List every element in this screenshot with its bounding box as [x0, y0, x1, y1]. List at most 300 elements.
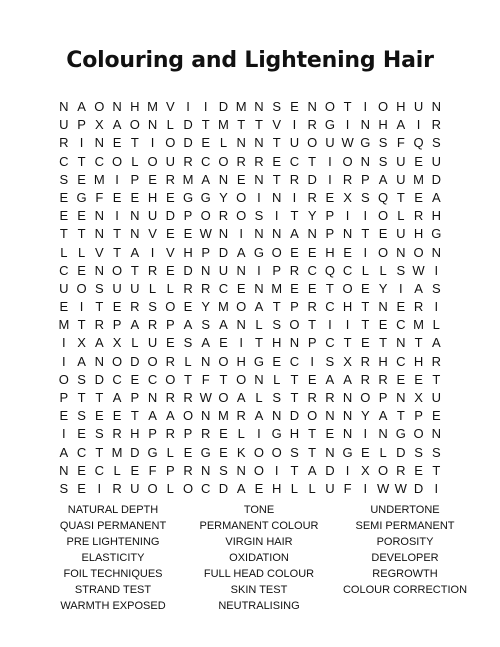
grid-letter[interactable]: G — [342, 444, 353, 460]
grid-letter[interactable]: S — [290, 444, 299, 460]
grid-letter[interactable]: E — [59, 189, 69, 205]
grid-letter[interactable]: R — [165, 390, 175, 405]
grid-letter[interactable]: P — [112, 317, 122, 333]
grid-letter[interactable]: M — [111, 444, 123, 460]
grid-letter[interactable]: H — [130, 426, 140, 442]
grid-letter[interactable]: D — [413, 480, 424, 496]
grid-letter[interactable]: L — [379, 262, 387, 278]
grid-letter[interactable]: N — [59, 99, 69, 114]
grid-letter[interactable]: R — [360, 353, 371, 369]
grid-letter[interactable]: N — [236, 317, 246, 333]
grid-letter[interactable]: R — [236, 153, 246, 169]
grid-letter[interactable]: O — [147, 153, 158, 169]
grid-letter[interactable]: O — [236, 299, 247, 315]
grid-letter[interactable]: T — [361, 317, 370, 333]
grid-letter[interactable]: R — [218, 208, 229, 224]
grid-letter[interactable]: Y — [307, 208, 317, 224]
grid-letter[interactable]: F — [148, 462, 157, 478]
grid-letter[interactable]: R — [201, 280, 211, 296]
grid-letter[interactable]: R — [147, 317, 158, 333]
grid-letter[interactable]: R — [254, 153, 264, 169]
grid-letter[interactable]: O — [165, 299, 176, 315]
grid-letter[interactable]: E — [290, 99, 299, 114]
grid-letter[interactable]: D — [130, 353, 140, 369]
grid-letter[interactable]: N — [254, 135, 264, 151]
grid-letter[interactable]: I — [257, 189, 261, 205]
grid-letter[interactable]: D — [218, 99, 229, 114]
grid-letter[interactable]: N — [236, 135, 246, 151]
grid-letter[interactable]: E — [378, 317, 388, 333]
grid-letter[interactable]: R — [94, 317, 105, 333]
grid-letter[interactable]: O — [112, 262, 123, 278]
grid-letter[interactable]: A — [130, 317, 140, 333]
grid-letter[interactable]: G — [324, 117, 335, 133]
grid-letter[interactable]: H — [396, 99, 406, 114]
grid-letter[interactable]: E — [183, 444, 193, 460]
grid-letter[interactable]: E — [165, 226, 175, 242]
grid-letter[interactable]: R — [183, 280, 193, 296]
grid-letter[interactable]: P — [148, 426, 157, 442]
grid-letter[interactable]: L — [255, 390, 263, 405]
grid-letter[interactable]: U — [431, 390, 441, 405]
grid-letter[interactable]: C — [94, 153, 105, 169]
grid-letter[interactable]: L — [397, 208, 405, 224]
grid-letter[interactable]: I — [79, 135, 84, 151]
grid-letter[interactable]: S — [77, 371, 86, 387]
grid-letter[interactable]: S — [414, 444, 423, 460]
grid-letter[interactable]: G — [431, 226, 442, 242]
grid-letter[interactable]: N — [342, 390, 353, 405]
grid-letter[interactable]: O — [307, 135, 318, 151]
grid-letter[interactable]: E — [290, 280, 299, 296]
grid-letter[interactable]: R — [289, 171, 300, 187]
grid-letter[interactable]: M — [218, 117, 229, 133]
grid-letter[interactable]: Y — [219, 189, 228, 205]
grid-letter[interactable]: E — [414, 462, 423, 478]
grid-letter[interactable]: T — [130, 135, 139, 151]
grid-letter[interactable]: S — [183, 335, 193, 351]
grid-letter[interactable]: A — [201, 335, 211, 351]
grid-letter[interactable]: O — [271, 244, 282, 260]
grid-letter[interactable]: U — [413, 99, 424, 114]
grid-letter[interactable]: N — [147, 390, 158, 405]
grid-letter[interactable]: C — [325, 299, 335, 315]
grid-letter[interactable]: P — [290, 299, 299, 315]
grid-letter[interactable]: H — [271, 480, 282, 496]
grid-letter[interactable]: M — [413, 171, 424, 187]
grid-letter[interactable]: A — [219, 317, 228, 333]
grid-letter[interactable]: O — [253, 462, 264, 478]
grid-letter[interactable]: I — [292, 117, 297, 133]
grid-letter[interactable]: I — [62, 353, 66, 369]
grid-letter[interactable]: U — [396, 226, 406, 242]
grid-letter[interactable]: P — [183, 426, 193, 442]
grid-letter[interactable]: S — [361, 189, 370, 205]
grid-letter[interactable]: Y — [361, 408, 370, 424]
grid-letter[interactable]: L — [237, 426, 245, 442]
grid-letter[interactable]: A — [307, 462, 317, 478]
grid-letter[interactable]: P — [130, 171, 140, 187]
grid-letter[interactable]: A — [343, 371, 352, 387]
grid-letter[interactable]: E — [254, 480, 264, 496]
grid-letter[interactable]: N — [378, 299, 388, 315]
grid-letter[interactable]: T — [361, 226, 370, 242]
grid-letter[interactable]: D — [431, 171, 441, 187]
grid-letter[interactable]: C — [307, 262, 317, 278]
grid-letter[interactable]: C — [59, 153, 69, 169]
grid-letter[interactable]: G — [271, 426, 282, 442]
grid-letter[interactable]: P — [77, 117, 86, 133]
grid-letter[interactable]: O — [289, 317, 300, 333]
grid-letter[interactable]: X — [361, 462, 370, 478]
grid-letter[interactable]: E — [431, 408, 441, 424]
grid-letter[interactable]: W — [376, 480, 390, 496]
grid-letter[interactable]: T — [77, 390, 86, 405]
grid-letter[interactable]: R — [307, 117, 317, 133]
grid-letter[interactable]: N — [94, 353, 105, 369]
grid-letter[interactable]: E — [77, 480, 86, 496]
grid-letter[interactable]: D — [218, 480, 229, 496]
grid-letter[interactable]: L — [290, 480, 299, 496]
grid-letter[interactable]: N — [254, 371, 264, 387]
grid-letter[interactable]: T — [396, 189, 405, 205]
grid-letter[interactable]: C — [94, 462, 105, 478]
grid-letter[interactable]: L — [308, 480, 316, 496]
grid-letter[interactable]: R — [183, 462, 193, 478]
grid-letter[interactable]: C — [147, 371, 158, 387]
grid-letter[interactable]: E — [236, 280, 246, 296]
grid-letter[interactable]: R — [147, 262, 158, 278]
grid-letter[interactable]: E — [361, 335, 370, 351]
grid-letter[interactable]: R — [165, 353, 175, 369]
grid-letter[interactable]: N — [360, 117, 371, 133]
grid-letter[interactable]: P — [307, 335, 317, 351]
grid-letter[interactable]: L — [166, 480, 174, 496]
grid-letter[interactable]: W — [394, 480, 407, 496]
grid-letter[interactable]: A — [431, 189, 441, 205]
grid-letter[interactable]: E — [272, 353, 282, 369]
grid-letter[interactable]: D — [325, 462, 335, 478]
grid-letter[interactable]: A — [378, 408, 388, 424]
grid-letter[interactable]: E — [183, 226, 193, 242]
grid-letter[interactable]: E — [236, 171, 246, 187]
grid-letter[interactable]: O — [200, 208, 211, 224]
grid-letter[interactable]: L — [184, 353, 192, 369]
grid-letter[interactable]: T — [95, 444, 104, 460]
grid-letter[interactable]: E — [77, 171, 86, 187]
grid-letter[interactable]: N — [59, 462, 69, 478]
grid-letter[interactable]: A — [112, 117, 122, 133]
grid-letter[interactable]: T — [308, 153, 317, 169]
grid-letter[interactable]: A — [112, 390, 122, 405]
grid-letter[interactable]: E — [112, 135, 122, 151]
grid-letter[interactable]: L — [131, 153, 139, 169]
grid-letter[interactable]: V — [148, 226, 157, 242]
grid-letter[interactable]: A — [236, 480, 246, 496]
grid-letter[interactable]: S — [378, 153, 388, 169]
grid-letter[interactable]: L — [219, 135, 228, 151]
grid-letter[interactable]: A — [236, 244, 246, 260]
grid-letter[interactable]: C — [396, 353, 406, 369]
grid-letter[interactable]: E — [201, 135, 211, 151]
grid-letter[interactable]: T — [361, 299, 370, 315]
grid-letter[interactable]: T — [414, 335, 423, 351]
grid-letter[interactable]: E — [59, 299, 69, 315]
grid-letter[interactable]: I — [345, 117, 350, 133]
grid-letter[interactable]: M — [218, 299, 229, 315]
grid-letter[interactable]: E — [112, 189, 122, 205]
grid-letter[interactable]: I — [399, 280, 403, 296]
grid-letter[interactable]: R — [413, 208, 424, 224]
grid-letter[interactable]: G — [253, 353, 264, 369]
grid-letter[interactable]: L — [255, 317, 263, 333]
grid-letter[interactable]: U — [147, 208, 158, 224]
grid-letter[interactable]: X — [343, 189, 352, 205]
grid-letter[interactable]: O — [165, 371, 176, 387]
grid-letter[interactable]: N — [254, 171, 264, 187]
grid-letter[interactable]: G — [395, 426, 406, 442]
grid-letter[interactable]: S — [219, 462, 228, 478]
grid-letter[interactable]: O — [218, 153, 229, 169]
grid-letter[interactable]: T — [95, 390, 104, 405]
grid-letter[interactable]: E — [59, 208, 69, 224]
grid-letter[interactable]: T — [184, 371, 192, 387]
grid-letter[interactable]: L — [361, 262, 369, 278]
grid-letter[interactable]: H — [431, 208, 441, 224]
grid-letter[interactable]: E — [219, 426, 228, 442]
grid-letter[interactable]: E — [59, 408, 69, 424]
grid-letter[interactable]: R — [59, 135, 69, 151]
grid-letter[interactable]: E — [165, 189, 175, 205]
grid-letter[interactable]: T — [201, 117, 210, 133]
grid-letter[interactable]: K — [236, 444, 246, 460]
grid-letter[interactable]: M — [235, 99, 247, 114]
grid-letter[interactable]: U — [147, 335, 158, 351]
grid-letter[interactable]: N — [201, 262, 211, 278]
grid-letter[interactable]: P — [414, 408, 423, 424]
grid-letter[interactable]: S — [95, 426, 104, 442]
grid-letter[interactable]: A — [431, 335, 441, 351]
grid-letter[interactable]: O — [236, 371, 247, 387]
grid-letter[interactable]: R — [165, 426, 175, 442]
grid-letter[interactable]: D — [218, 244, 229, 260]
grid-letter[interactable]: S — [59, 480, 69, 496]
grid-letter[interactable]: N — [201, 462, 211, 478]
grid-letter[interactable]: L — [60, 244, 68, 260]
grid-letter[interactable]: R — [307, 390, 317, 405]
grid-letter[interactable]: S — [77, 408, 86, 424]
grid-letter[interactable]: N — [236, 462, 246, 478]
grid-letter[interactable]: M — [271, 280, 283, 296]
grid-letter[interactable]: U — [59, 117, 69, 133]
grid-letter[interactable]: I — [363, 208, 368, 224]
grid-letter[interactable]: W — [199, 390, 212, 405]
grid-letter[interactable]: N — [431, 426, 441, 442]
grid-letter[interactable]: I — [79, 299, 84, 315]
grid-letter[interactable]: L — [379, 444, 387, 460]
grid-letter[interactable]: O — [112, 353, 123, 369]
grid-letter[interactable]: Y — [378, 280, 388, 296]
grid-letter[interactable]: R — [325, 390, 335, 405]
grid-letter[interactable]: W — [199, 226, 212, 242]
grid-letter[interactable]: I — [62, 426, 66, 442]
grid-letter[interactable]: I — [257, 262, 261, 278]
grid-letter[interactable]: S — [325, 353, 335, 369]
grid-letter[interactable]: H — [378, 353, 388, 369]
grid-letter[interactable]: O — [378, 99, 389, 114]
grid-letter[interactable]: S — [95, 280, 104, 296]
grid-letter[interactable]: I — [274, 462, 279, 478]
grid-letter[interactable]: T — [432, 371, 441, 387]
grid-letter[interactable]: T — [432, 462, 441, 478]
grid-letter[interactable]: T — [254, 117, 263, 133]
grid-letter[interactable]: Q — [413, 135, 424, 151]
grid-letter[interactable]: T — [77, 226, 86, 242]
grid-letter[interactable]: S — [272, 390, 282, 405]
grid-letter[interactable]: N — [431, 244, 441, 260]
grid-letter[interactable]: T — [290, 208, 299, 224]
grid-letter[interactable]: A — [236, 390, 246, 405]
grid-letter[interactable]: R — [112, 426, 122, 442]
grid-letter[interactable]: P — [183, 208, 193, 224]
grid-letter[interactable]: M — [93, 171, 105, 187]
grid-letter[interactable]: L — [77, 244, 86, 260]
grid-letter[interactable]: A — [183, 317, 193, 333]
grid-letter[interactable]: T — [130, 408, 139, 424]
grid-letter[interactable]: E — [307, 371, 317, 387]
grid-letter[interactable]: N — [130, 208, 140, 224]
grid-letter[interactable]: T — [396, 408, 405, 424]
grid-letter[interactable]: H — [236, 353, 246, 369]
grid-letter[interactable]: N — [431, 99, 441, 114]
grid-letter[interactable]: S — [272, 317, 282, 333]
grid-letter[interactable]: A — [77, 99, 86, 114]
grid-letter[interactable]: C — [76, 444, 87, 460]
grid-letter[interactable]: R — [378, 371, 388, 387]
grid-letter[interactable]: S — [59, 171, 69, 187]
grid-letter[interactable]: O — [112, 153, 123, 169]
grid-letter[interactable]: N — [254, 99, 264, 114]
grid-letter[interactable]: P — [325, 226, 335, 242]
grid-letter[interactable]: A — [201, 171, 211, 187]
grid-letter[interactable]: T — [95, 299, 104, 315]
grid-letter[interactable]: R — [201, 426, 211, 442]
grid-letter[interactable]: E — [343, 244, 352, 260]
grid-letter[interactable]: V — [95, 244, 104, 260]
grid-letter[interactable]: T — [59, 226, 68, 242]
grid-letter[interactable]: N — [342, 226, 353, 242]
grid-letter[interactable]: A — [254, 299, 264, 315]
grid-letter[interactable]: A — [325, 371, 335, 387]
grid-letter[interactable]: D — [165, 208, 175, 224]
grid-letter[interactable]: N — [254, 226, 264, 242]
grid-letter[interactable]: M — [147, 99, 158, 114]
grid-letter[interactable]: C — [342, 262, 353, 278]
grid-letter[interactable]: P — [272, 262, 282, 278]
grid-letter[interactable]: T — [343, 99, 352, 114]
grid-letter[interactable]: G — [182, 189, 194, 205]
grid-letter[interactable]: G — [200, 444, 211, 460]
grid-letter[interactable]: O — [360, 390, 371, 405]
grid-letter[interactable]: O — [378, 244, 389, 260]
grid-letter[interactable]: I — [115, 171, 119, 187]
grid-letter[interactable]: E — [219, 444, 228, 460]
grid-letter[interactable]: S — [272, 99, 282, 114]
grid-letter[interactable]: T — [130, 262, 139, 278]
grid-letter[interactable]: O — [378, 462, 389, 478]
grid-letter[interactable]: X — [95, 117, 104, 133]
grid-letter[interactable]: E — [77, 262, 86, 278]
grid-letter[interactable]: I — [328, 171, 332, 187]
grid-letter[interactable]: F — [95, 189, 104, 205]
grid-letter[interactable]: D — [183, 262, 193, 278]
grid-letter[interactable]: L — [113, 462, 121, 478]
grid-letter[interactable]: I — [345, 462, 350, 478]
grid-letter[interactable]: O — [165, 135, 176, 151]
grid-letter[interactable]: T — [379, 335, 388, 351]
grid-letter[interactable]: T — [254, 335, 263, 351]
grid-letter[interactable]: O — [147, 480, 158, 496]
grid-letter[interactable]: O — [324, 99, 335, 114]
grid-letter[interactable]: I — [345, 208, 350, 224]
grid-letter[interactable]: E — [361, 444, 370, 460]
grid-letter[interactable]: N — [307, 226, 317, 242]
grid-letter[interactable]: I — [239, 226, 244, 242]
grid-letter[interactable]: E — [77, 426, 86, 442]
grid-letter[interactable]: L — [166, 280, 174, 296]
grid-letter[interactable]: P — [130, 390, 140, 405]
grid-letter[interactable]: C — [289, 353, 300, 369]
grid-letter[interactable]: P — [165, 462, 175, 478]
grid-letter[interactable]: E — [307, 244, 317, 260]
grid-letter[interactable]: O — [342, 280, 353, 296]
grid-letter[interactable]: D — [396, 444, 406, 460]
grid-letter[interactable]: U — [165, 153, 175, 169]
grid-letter[interactable]: E — [112, 408, 122, 424]
grid-letter[interactable]: N — [236, 262, 246, 278]
grid-letter[interactable]: E — [112, 299, 122, 315]
grid-letter[interactable]: D — [183, 135, 193, 151]
grid-letter[interactable]: H — [342, 299, 353, 315]
grid-letter[interactable]: C — [201, 480, 211, 496]
grid-letter[interactable]: I — [257, 426, 261, 442]
grid-letter[interactable]: Q — [378, 189, 389, 205]
grid-letter[interactable]: C — [201, 153, 211, 169]
grid-letter[interactable]: I — [363, 426, 368, 442]
grid-letter[interactable]: A — [59, 444, 69, 460]
grid-letter[interactable]: L — [131, 335, 139, 351]
grid-letter[interactable]: G — [360, 135, 371, 151]
grid-letter[interactable]: X — [77, 335, 86, 351]
grid-letter[interactable]: O — [236, 189, 247, 205]
grid-letter[interactable]: I — [310, 353, 314, 369]
grid-letter[interactable]: N — [201, 408, 211, 424]
grid-letter[interactable]: I — [416, 117, 421, 133]
grid-letter[interactable]: R — [307, 299, 317, 315]
grid-letter[interactable]: E — [77, 462, 86, 478]
grid-letter[interactable]: E — [165, 262, 175, 278]
grid-letter[interactable]: M — [58, 317, 70, 333]
grid-letter[interactable]: I — [363, 244, 368, 260]
grid-letter[interactable]: O — [307, 408, 318, 424]
grid-letter[interactable]: I — [292, 189, 297, 205]
grid-letter[interactable]: N — [342, 426, 353, 442]
grid-letter[interactable]: P — [201, 244, 211, 260]
grid-letter[interactable]: I — [115, 208, 119, 224]
grid-letter[interactable]: I — [97, 480, 102, 496]
grid-letter[interactable]: N — [289, 335, 300, 351]
grid-letter[interactable]: E — [130, 371, 140, 387]
